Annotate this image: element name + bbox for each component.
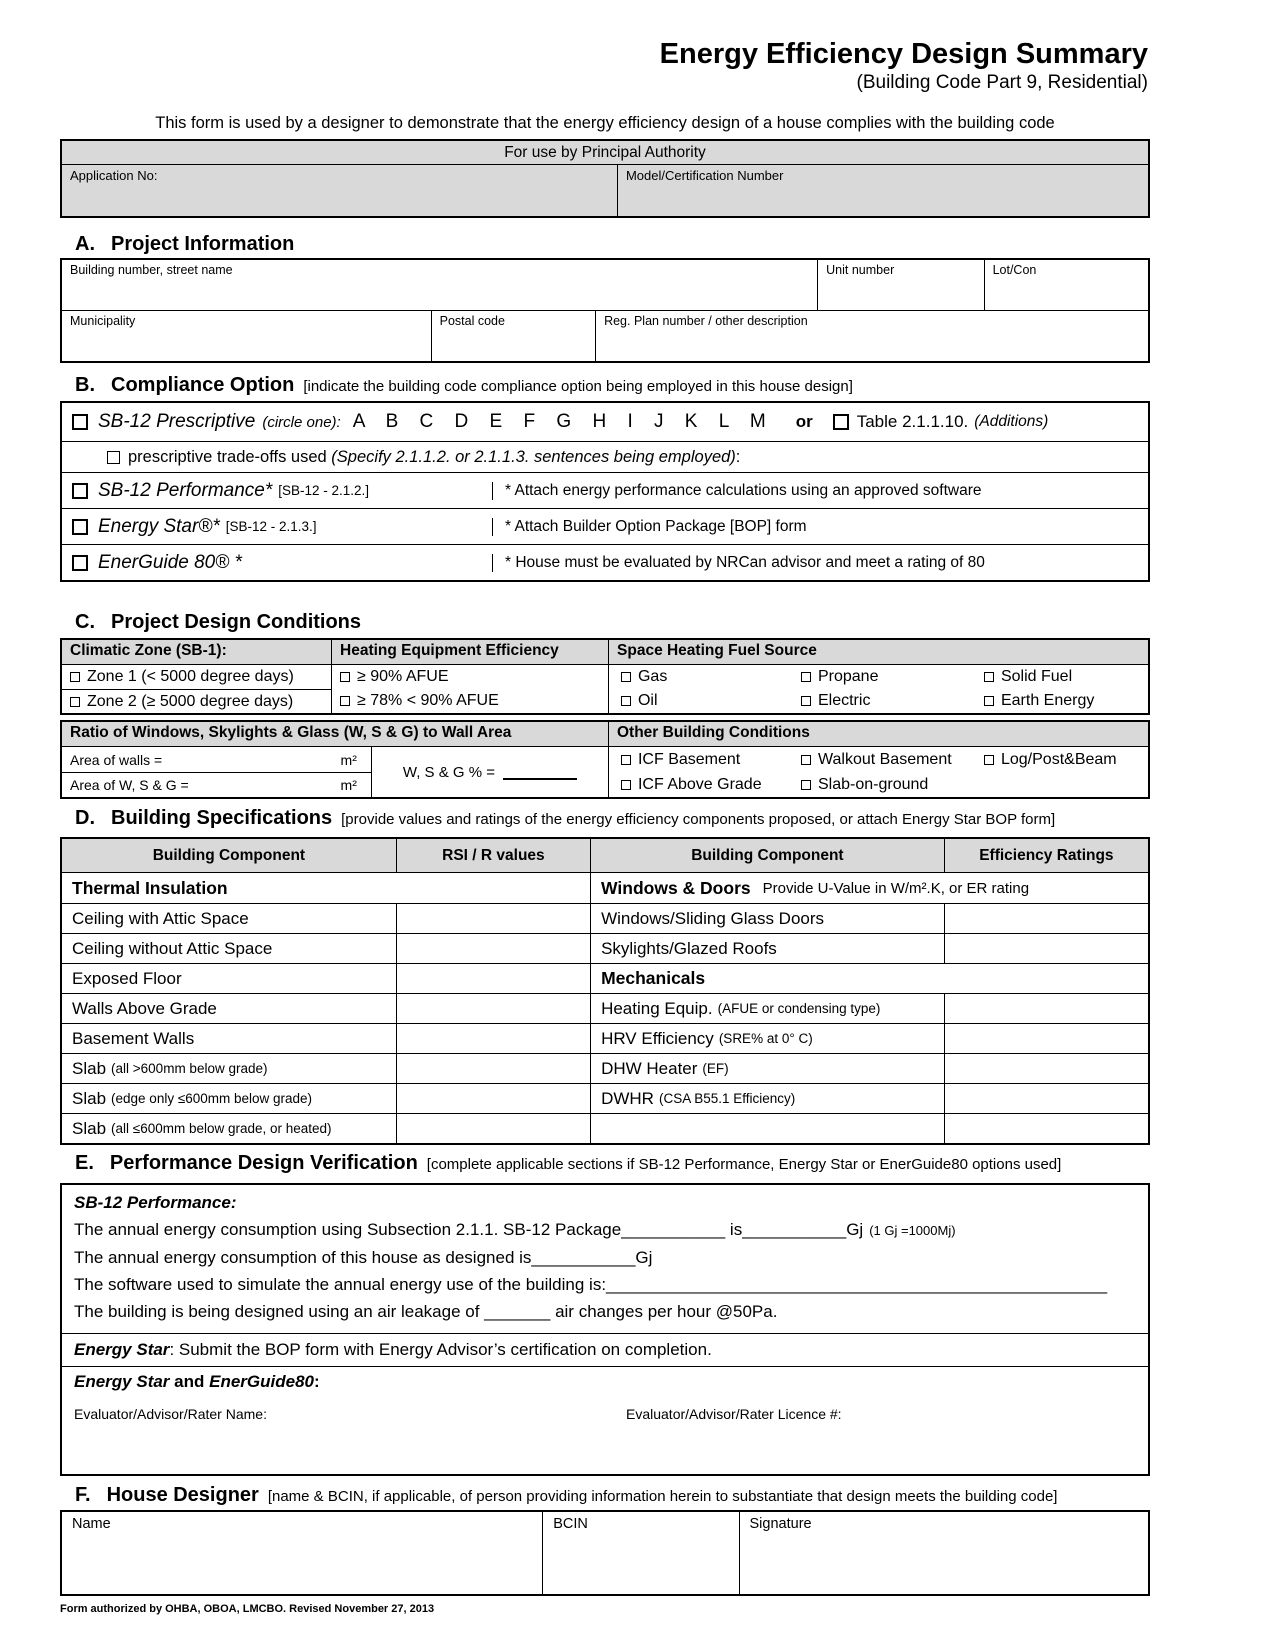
prescriptive-tradeoffs-checkbox[interactable] [107, 451, 120, 464]
mechanicals-header: Mechanicals [601, 968, 706, 988]
energy-star-submit-text: : Submit the BOP form with Energy Advisor’s certification on completion. [169, 1340, 712, 1359]
section-d-note: [provide values and ratings of the energy efficiency components proposed, or attach Energy Star BOP form] [341, 811, 1056, 828]
fuel-solid-checkbox[interactable] [984, 672, 994, 682]
area-of-walls-field[interactable] [62, 747, 371, 772]
energy-star-bold-label-2: Energy Star [74, 1372, 170, 1391]
fuel-earth-label: Earth Energy [1000, 692, 1095, 709]
building-specifications-table [60, 837, 1150, 1145]
slab-edge-note: (edge only ≤600mm below grade) [111, 1091, 313, 1106]
windows-doors-note: Provide U-Value in W/m².K, or ER rating [762, 879, 1030, 897]
section-b-note: [indicate the building code compliance option being employed in this house design] [303, 378, 853, 395]
section-b-title: Compliance Option [111, 374, 295, 396]
annual-consumption-package-line[interactable] [74, 1216, 1136, 1244]
area-of-wsg-label: Area of W, S & G = [70, 777, 189, 793]
icf-above-grade-option [621, 776, 801, 794]
efficiency-value-cell[interactable] [944, 994, 1148, 1023]
energuide-checkbox[interactable] [72, 555, 88, 571]
log-post-beam-label: Log/Post&Beam [1000, 750, 1117, 768]
application-no-field[interactable] [62, 165, 617, 216]
fuel-source-header: Space Heating Fuel Source [608, 640, 1148, 664]
afue90-checkbox[interactable] [340, 672, 350, 682]
fuel-electric-checkbox[interactable] [801, 696, 811, 706]
log-post-beam-option [984, 751, 1144, 769]
energy-star-label: Energy Star®* [98, 515, 220, 537]
heating-equip-note: (AFUE or condensing type) [717, 1001, 881, 1016]
dhw-heater-note: (EF) [702, 1061, 729, 1076]
sb12-performance-option [62, 480, 492, 502]
hrv-efficiency-note: (SRE% at 0° C) [718, 1031, 813, 1046]
ceiling-attic-label: Ceiling with Attic Space [72, 908, 249, 928]
authority-bar-title: For use by Principal Authority [62, 141, 1148, 165]
fuel-oil-label: Oil [637, 692, 658, 709]
slab-on-ground-label: Slab-on-ground [817, 775, 929, 793]
fuel-electric-option [801, 692, 984, 710]
evaluator-name-label: Evaluator/Advisor/Rater Name: [74, 1406, 267, 1422]
dwhr-note: (CSA B55.1 Efficiency) [658, 1091, 796, 1106]
municipality-field[interactable] [62, 311, 431, 361]
fuel-propane-option [801, 668, 984, 686]
air-leakage-line[interactable]: The building is being designed using an air leakage of _______ air changes per hour @50Pa. [74, 1302, 778, 1321]
sb12-performance-instruction-text: * Attach energy performance calculations using an approved software [505, 481, 982, 499]
wsg-percent-label: W, S & G % = [402, 763, 495, 781]
project-information-table [60, 258, 1150, 363]
section-c-title: Project Design Conditions [111, 611, 362, 633]
tradeoffs-label [128, 448, 740, 467]
component-header-right: Building Component [590, 839, 944, 872]
zone2-option [62, 689, 331, 713]
designer-name-label: Name [72, 1516, 111, 1532]
evaluator-licence-field[interactable] [626, 1406, 842, 1422]
sb12-performance-label: SB-12 Performance* [98, 479, 273, 501]
designer-bcin-field[interactable] [542, 1512, 738, 1594]
zone1-checkbox[interactable] [70, 672, 80, 682]
slab-on-ground-option [801, 776, 984, 794]
rsi-value-cell[interactable] [396, 934, 590, 963]
other-conditions-header: Other Building Conditions [608, 722, 1148, 746]
performance-verification-table [60, 1183, 1150, 1476]
basement-walls-label: Basement Walls [72, 1028, 195, 1048]
rsi-value-cell[interactable] [396, 1114, 590, 1143]
icf-above-grade-checkbox[interactable] [621, 780, 631, 790]
annual-consumption-package-text: The annual energy consumption using Subsection 2.1.1. SB-12 Package___________ is___________Gj [74, 1220, 864, 1239]
table-21110-checkbox[interactable] [833, 414, 849, 430]
section-a-letter: A. [75, 233, 95, 255]
slab-on-ground-checkbox[interactable] [801, 780, 811, 790]
tradeoffs-label-italic: (Specify 2.1.1.2. or 2.1.1.3. sentences being employed) [331, 447, 736, 466]
afue90-label: ≥ 90% AFUE [357, 668, 449, 685]
annual-consumption-designed-line[interactable]: The annual energy consumption of this house as designed is___________Gj [74, 1248, 653, 1267]
sb12-performance-ref: [SB-12 - 2.1.2.] [278, 483, 370, 498]
dwhr-label: DWHR [601, 1088, 654, 1108]
sb12-performance-checkbox[interactable] [72, 483, 88, 499]
section-f-heading [75, 1483, 1150, 1509]
energy-star-option [62, 516, 492, 538]
document-header [60, 0, 1150, 95]
fuel-gas-option [621, 668, 801, 686]
section-b-letter: B. [75, 374, 95, 396]
dhw-heater-label: DHW Heater [601, 1058, 698, 1078]
section-a-title: Project Information [111, 233, 295, 255]
wsg-percent-field [372, 747, 608, 797]
zone1-label: Zone 1 (< 5000 degree days) [87, 668, 294, 685]
efficiency-value-cell[interactable] [944, 904, 1148, 933]
energuide-option [62, 552, 492, 574]
energuide-instruction-text: * House must be evaluated by NRCan advisor and meet a rating of 80 [505, 553, 985, 571]
energy-star-submit-row [62, 1333, 1148, 1366]
windows-sliding-label: Windows/Sliding Glass Doors [601, 908, 825, 928]
designer-signature-label: Signature [749, 1516, 812, 1532]
section-d-heading [75, 806, 1150, 832]
hrv-efficiency-label: HRV Efficiency [601, 1028, 714, 1048]
walkout-basement-label: Walkout Basement [817, 750, 952, 768]
rsi-value-cell[interactable] [396, 994, 590, 1023]
section-b-heading [75, 373, 1150, 399]
tradeoffs-label-colon: : [735, 447, 741, 466]
unit-number-label: Unit number [826, 263, 895, 277]
efficiency-value-cell[interactable] [944, 1054, 1148, 1083]
sb12-performance-heading: SB-12 Performance: [74, 1193, 237, 1212]
section-f-title: House Designer [106, 1484, 259, 1506]
afue78-checkbox[interactable] [340, 696, 350, 706]
fuel-oil-checkbox[interactable] [621, 696, 631, 706]
evaluator-name-field[interactable] [74, 1406, 626, 1422]
wsg-percent-blank[interactable] [503, 764, 577, 780]
section-e-heading [75, 1151, 1150, 1177]
circle-one-label: (circle one): [262, 413, 341, 431]
form-purpose-text: This form is used by a designer to demonstrate that the energy efficiency design of a house complies with the building code [155, 114, 1055, 132]
fuel-propane-checkbox[interactable] [801, 672, 811, 682]
efficiency-value-cell[interactable] [944, 1084, 1148, 1113]
heating-equip-label: Heating Equip. [601, 998, 713, 1018]
area-of-walls-label: Area of walls = [70, 751, 163, 768]
and-label: and [169, 1372, 210, 1391]
building-street-label: Building number, street name [70, 263, 233, 277]
software-used-line[interactable]: The software used to simulate the annual energy use of the building is:_____________________________________________________ [74, 1275, 1108, 1294]
design-conditions-table [60, 638, 1150, 715]
section-e-letter: E. [75, 1152, 94, 1174]
model-certification-label: Model/Certification Number [625, 168, 784, 183]
lot-con-field[interactable] [984, 260, 1148, 310]
section-d-letter: D. [75, 807, 95, 829]
section-f-note: [name & BCIN, if applicable, of person providing information herein to substantiate that design meets the building code] [267, 1488, 1058, 1505]
page-subtitle: (Building Code Part 9, Residential) [856, 72, 1148, 93]
fuel-propane-label: Propane [817, 668, 879, 685]
section-f-letter: F. [75, 1484, 91, 1506]
rsi-value-cell[interactable] [396, 1024, 590, 1053]
log-post-beam-checkbox[interactable] [984, 755, 994, 765]
energy-star-checkbox[interactable] [72, 519, 88, 535]
energuide-instruction [492, 554, 1148, 572]
section-e-title: Performance Design Verification [109, 1152, 418, 1174]
zone2-checkbox[interactable] [70, 697, 80, 707]
zone2-label: Zone 2 (≥ 5000 degree days) [87, 692, 294, 710]
rsi-value-cell[interactable] [396, 964, 590, 993]
climatic-zone-header: Climatic Zone (SB-1): [62, 640, 331, 664]
rsi-header: RSI / R values [396, 839, 590, 872]
rsi-value-cell[interactable] [396, 1084, 590, 1113]
evaluator-licence-label: Evaluator/Advisor/Rater Licence #: [626, 1406, 842, 1422]
house-designer-table [60, 1510, 1150, 1596]
energy-star-energuide-row [62, 1366, 1148, 1474]
municipality-label: Municipality [70, 314, 136, 328]
afue78-option [332, 689, 608, 713]
rsi-value-cell[interactable] [396, 904, 590, 933]
designer-bcin-label: BCIN [553, 1516, 588, 1532]
postal-code-label: Postal code [439, 314, 505, 328]
compliance-option-table [60, 401, 1150, 582]
unit-number-field[interactable] [817, 260, 983, 310]
energy-star-ref: [SB-12 - 2.1.3.] [225, 519, 317, 534]
icf-basement-label: ICF Basement [637, 750, 741, 768]
postal-code-field[interactable] [431, 311, 595, 361]
fuel-gas-checkbox[interactable] [621, 672, 631, 682]
section-d-title: Building Specifications [111, 807, 333, 829]
sb12-prescriptive-label: SB-12 Prescriptive [98, 411, 256, 432]
gj-conversion-note: (1 Gj =1000Mj) [869, 1223, 956, 1238]
walkout-basement-option [801, 751, 984, 769]
sb12-performance-instruction [492, 482, 1148, 500]
skylights-label: Skylights/Glazed Roofs [601, 938, 777, 958]
window-ratio-table [60, 720, 1150, 799]
energy-star-instruction-text: * Attach Builder Option Package [BOP] form [505, 517, 807, 535]
efficiency-value-cell[interactable] [944, 1024, 1148, 1053]
application-no-label: Application No: [70, 168, 158, 183]
thermal-insulation-header: Thermal Insulation [72, 877, 228, 898]
energy-star-instruction [492, 518, 1148, 536]
table-21110-label: Table 2.1.1.10. [856, 412, 969, 431]
ceiling-no-attic-label: Ceiling without Attic Space [72, 938, 273, 958]
zone1-option [62, 665, 331, 689]
afue90-option [332, 665, 608, 689]
sb12-prescriptive-checkbox[interactable] [72, 414, 88, 430]
energy-star-bold-label: Energy Star [74, 1340, 170, 1359]
slab-heated-note: (all ≤600mm below grade, or heated) [111, 1121, 332, 1136]
reg-plan-field[interactable] [595, 311, 1148, 361]
form-authorization-footer: Form authorized by OHBA, OBOA, LMCBO. Revised November 27, 2013 [60, 1603, 435, 1615]
fuel-oil-option [621, 692, 801, 710]
walkout-basement-checkbox[interactable] [801, 755, 811, 765]
section-e-note: [complete applicable sections if SB-12 Performance, Energy Star or EnerGuide80 options used] [426, 1156, 1062, 1173]
slab-deep-label: Slab [72, 1058, 107, 1078]
icf-basement-checkbox[interactable] [621, 755, 631, 765]
section-c-heading [75, 610, 1150, 634]
designer-signature-field[interactable] [739, 1512, 1148, 1594]
efficiency-header: Efficiency Ratings [944, 839, 1148, 872]
area-of-wsg-unit: m² [340, 777, 357, 793]
component-header-left: Building Component [62, 839, 396, 872]
slab-heated-label: Slab [72, 1118, 107, 1138]
icf-basement-option [621, 751, 801, 769]
reg-plan-label: Reg. Plan number / other description [604, 314, 808, 328]
exposed-floor-label: Exposed Floor [72, 968, 182, 988]
building-street-field[interactable] [62, 260, 817, 310]
efficiency-value-cell[interactable] [944, 934, 1148, 963]
section-c-letter: C. [75, 611, 95, 633]
heating-efficiency-header: Heating Equipment Efficiency [331, 640, 608, 664]
or-label: or [795, 412, 813, 431]
area-of-walls-unit: m² [340, 751, 357, 768]
windows-doors-header: Windows & Doors [601, 877, 751, 898]
model-certification-field[interactable] [617, 165, 1148, 216]
energuide-label: EnerGuide 80® * [98, 551, 242, 573]
area-of-wsg-field[interactable] [62, 772, 371, 797]
section-a-heading [75, 232, 1150, 256]
afue78-label: ≥ 78% < 90% AFUE [357, 692, 499, 709]
walls-above-grade-label: Walls Above Grade [72, 998, 217, 1018]
fuel-electric-label: Electric [817, 692, 871, 709]
sb12-performance-section [62, 1185, 1148, 1333]
tradeoffs-label-pre: prescriptive trade-offs used [128, 447, 332, 466]
fuel-solid-option [984, 668, 1144, 686]
rsi-value-cell[interactable] [396, 1054, 590, 1083]
slab-deep-note: (all >600mm below grade) [111, 1061, 268, 1076]
ratio-header: Ratio of Windows, Skylights & Glass (W, S & G) to Wall Area [62, 722, 608, 746]
page-title: Energy Efficiency Design Summary [659, 38, 1148, 70]
fuel-earth-checkbox[interactable] [984, 696, 994, 706]
designer-name-field[interactable] [62, 1512, 542, 1594]
additions-note: (Additions) [974, 413, 1049, 430]
icf-above-grade-label: ICF Above Grade [637, 775, 762, 793]
fuel-solid-label: Solid Fuel [1000, 668, 1073, 685]
fuel-gas-label: Gas [637, 668, 668, 685]
lot-con-label: Lot/Con [992, 263, 1037, 277]
energuide80-bold-label: EnerGuide80 [209, 1372, 314, 1391]
principal-authority-block [60, 139, 1150, 218]
circle-one-letters[interactable]: A B C D E F G H I J K L M [352, 411, 766, 432]
slab-edge-label: Slab [72, 1088, 107, 1108]
fuel-earth-option [984, 692, 1144, 710]
efficiency-value-cell[interactable] [944, 1114, 1148, 1143]
colon-label: : [313, 1372, 320, 1391]
